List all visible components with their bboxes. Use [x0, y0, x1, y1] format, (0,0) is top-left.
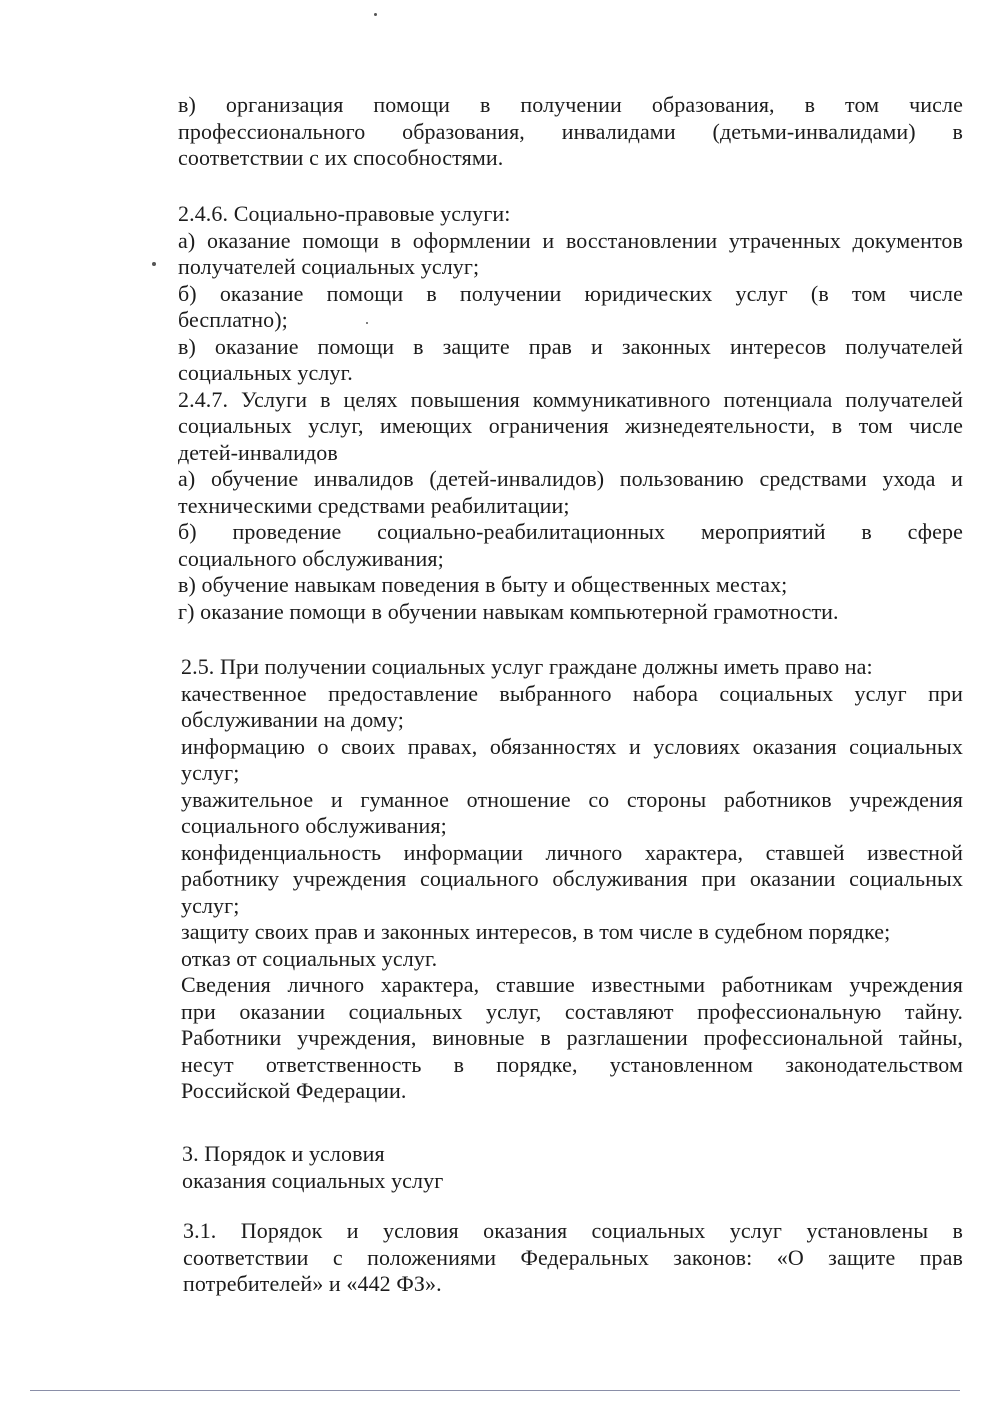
text-line: качественное предоставление выбранного набора социальных услуг при — [181, 680, 963, 706]
text-line: отказ от социальных услуг. — [181, 945, 438, 971]
text-line: социальных услуг, имеющих ограничения жизнедеятельности, в том числе — [178, 413, 963, 438]
text-line: потребителей» и «442 ФЗ». — [183, 1271, 442, 1296]
text-line: конфиденциальность информации личного характера, ставшей известной — [181, 839, 963, 865]
text-line: социального обслуживания; — [178, 545, 444, 571]
text-line: профессионального образования, инвалидами (детьми-инвалидами) в — [178, 118, 963, 144]
text-line: г) оказание помощи в обучении навыкам компьютерной грамотности. — [178, 598, 839, 624]
text-line: Сведения личного характера, ставшие известными работникам учреждения — [181, 972, 963, 997]
text-line: услуг; — [181, 760, 240, 785]
text-line: 3.1. Порядок и условия оказания социальных услуг установлены в — [183, 1218, 963, 1243]
section-heading: 3. Порядок и условия — [182, 1141, 385, 1166]
text-line: уважительное и гуманное отношение со стороны работников учреждения — [181, 786, 963, 812]
text-line: соответствии с их способностями. — [178, 145, 504, 170]
text-line: детей-инвалидов — [178, 439, 338, 465]
text-line: получателей социальных услуг; — [178, 254, 480, 279]
text-line: Российской Федерации. — [181, 1078, 407, 1103]
text-line: информацию о своих правах, обязанностях и условиях оказания социальных — [181, 733, 963, 759]
text-line: б) оказание помощи в получении юридических услуг (в том числе — [178, 280, 963, 306]
section-2-5 — [181, 654, 963, 1105]
text-line: в) оказание помощи в защите прав и законных интересов получателей — [178, 333, 963, 359]
text-line: защиту своих прав и законных интересов, в том числе в судебном порядке; — [181, 919, 891, 944]
section-heading: 2.4.7. Услуги в целях повышения коммуникативного потенциала получателей — [178, 386, 963, 412]
bottom-edge-line — [30, 1390, 960, 1391]
text-line: техническими средствами реабилитации; — [178, 492, 570, 518]
text-line: в) организация помощи в получении образования, в том числе — [178, 92, 963, 117]
section-heading: оказания социальных услуг — [182, 1167, 444, 1193]
text-line: бесплатно); — [178, 307, 288, 332]
section-3-1 — [183, 1218, 963, 1298]
text-line: услуг; — [181, 892, 240, 918]
scan-speck — [152, 262, 156, 266]
text-line: обслуживании на дому; — [181, 707, 404, 732]
text-line: а) обучение инвалидов (детей-инвалидов) пользованию средствами ухода и — [178, 466, 963, 491]
text-line: а) оказание помощи в оформлении и восстановлении утраченных документов — [178, 227, 963, 253]
text-line: социального обслуживания; — [181, 813, 447, 838]
section-2-4-6-2-4-7 — [178, 201, 963, 625]
text-line: в) обучение навыкам поведения в быту и общественных местах; — [178, 572, 788, 597]
section-heading: 2.4.6. Социально-правовые услуги: — [178, 201, 511, 226]
text-line: несут ответственность в порядке, установленном законодательством — [181, 1051, 963, 1077]
text-line: при оказании социальных услуг, составляют профессиональную тайну. — [181, 998, 963, 1024]
text-line: соответствии с положениями Федеральных законов: «О защите прав — [183, 1244, 963, 1270]
text-line: б) проведение социально-реабилитационных мероприятий в сфере — [178, 519, 963, 544]
paragraph-education-help — [178, 92, 963, 172]
text-line: работнику учреждения социального обслуживания при оказании социальных — [181, 866, 963, 891]
scan-speck — [374, 13, 377, 16]
section-3-heading — [182, 1141, 967, 1194]
text-line: социальных услуг. — [178, 360, 353, 385]
text-line: Работники учреждения, виновные в разглашении профессиональной тайны, — [181, 1025, 963, 1050]
section-heading: 2.5. При получении социальных услуг граждане должны иметь право на: — [181, 654, 873, 679]
